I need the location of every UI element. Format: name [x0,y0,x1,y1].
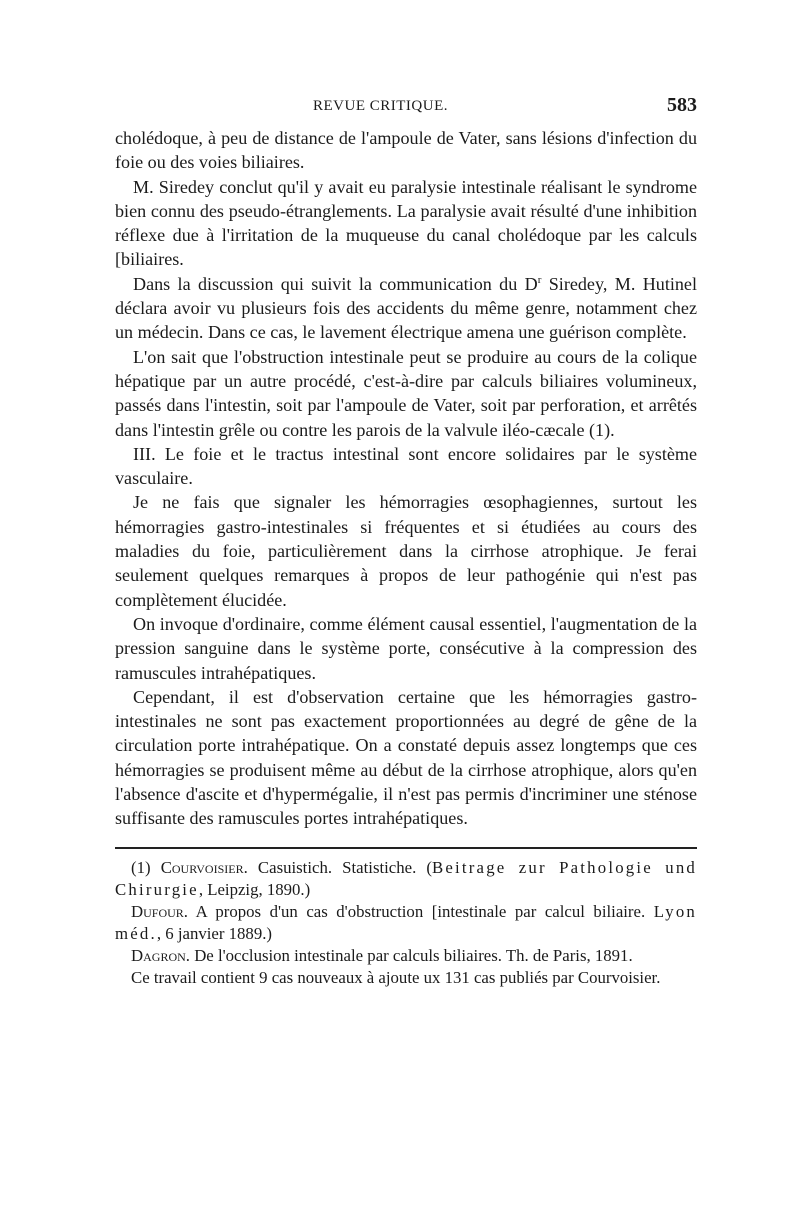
footnote-2 [115,901,697,945]
footnote-text: . Casuistich. Statistiche. ( [243,857,432,877]
paragraph-5: III. Le foie et le tractus intestinal sont encore solidaires par le système vasculaire. [115,443,697,489]
page [115,96,697,989]
footnote-journal: Beitrage zur Pathologie und Chirurgie [115,857,697,899]
footnote-text-end: , 6 janvier 1889.) [156,923,272,943]
paragraph-7: On invoque d'ordinaire, comme élément causal essentiel, l'augmentation de la pression sanguine dans le système porte, consécutive à la compression des ramuscules intrahépatiques. [115,613,697,683]
footnote-author: Courvoisier [160,857,244,877]
footnote-3 [115,945,697,967]
footnote-text-end: , Leipzig, 1890.) [198,879,311,899]
paragraph-8: Cependant, il est d'observation certaine que les hémorragies gastro-intestinales ne sont pas exactement proportionnées au degré de gêne de la circulation porte intrahépatique. On a constaté depuis assez longtemps que ces hémorragies se produisent même au début de la cirrhose atrophique, alors qu'en l'absence d'ascite et d'hypermégalie, il n'est pas permis d'incriminer une sténose suffisante des ramuscules portes intrahépatiques. [115,686,697,829]
paragraph-2: M. Siredey conclut qu'il y avait eu paralysie intestinale réalisant le syndrome bien connu des pseudo-étranglements. La paralysie avait résulté d'une inhibition réflexe due à l'irritation de la muqueuse du canal cholédoque par les calculs [biliaires. [115,176,697,270]
paragraph-1: cholédoque, à peu de distance de l'ampoule de Vater, sans lésions d'infection du foie ou des voies biliaires. [115,128,697,173]
superscript: r [537,273,542,286]
page-header [115,96,697,126]
footnote-text: . A propos d'un cas d'obstruction [intestinale par calcul biliaire. [183,901,654,921]
footnote-author: Dagron [131,945,186,965]
footnote-number: (1) [131,857,161,877]
page-number: 583 [667,94,697,116]
footnote-journal: Lyon méd. [115,901,697,943]
paragraph-3-end: Siredey, M. Hutinel déclara avoir vu plusieurs fois des accidents du même genre, notamment chez un médecin. Dans ce cas, le lavement électrique amena une guérison complète. [115,273,697,343]
running-title: REVUE CRITIQUE. [313,98,448,114]
footnote-author: Dufour [131,901,184,921]
paragraph-3 [115,272,697,345]
footnotes [115,857,697,989]
footnote-4: Ce travail contient 9 cas nouveaux à ajoute ux 131 cas publiés par Courvoisier. [131,967,661,987]
footnote-text: . De l'occlusion intestinale par calculs biliaires. Th. de Paris, 1891. [185,945,633,965]
paragraph-4: L'on sait que l'obstruction intestinale peut se produire au cours de la colique hépatique par un autre procédé, c'est-à-dire par calculs biliaires volumineux, passés dans l'intestin, soit par l'ampoule de Vater, soit par perforation, et arrêtés dans l'intestin grêle ou contre les parois de la valvule iléo-cæcale (1). [115,346,697,440]
paragraph-3-start: Dans la discussion qui suivit la communication du D [133,273,538,294]
body-text [115,126,697,831]
footnote-rule [115,847,697,849]
footnote-1 [115,857,697,901]
paragraph-6: Je ne fais que signaler les hémorragies œsophagiennes, surtout les hémorragies gastro-intestinales si fréquentes et si étudiées au cours des maladies du foie, particulièrement dans la cirrhose atrophique. Je ferai seulement quelques remarques à propos de leur pathogénie qui n'est pas complètement élucidée. [115,492,697,610]
